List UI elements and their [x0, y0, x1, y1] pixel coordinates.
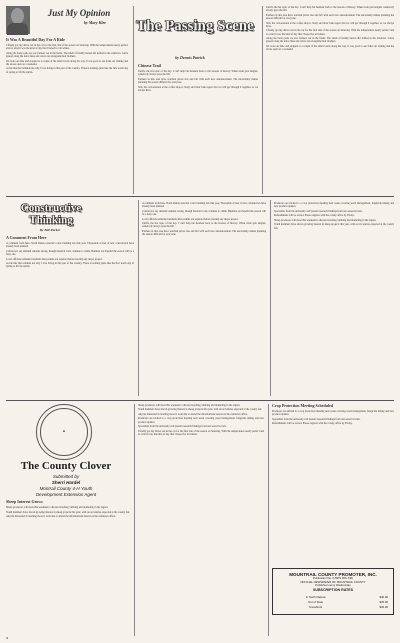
middle-article: A comment from here. North Dakota enacted a new building law this year. Thousands of feet of new construction have already been planned. Contractors say demand remains strong, though material costs continue to climb. Builders are hopeful the season will be a busy one. Local officials reminded residents that permits are required before starting any major project. Tariffs, the hot topic of the day. I can't help but hearken back to the lessons of history. When trade gets tangled, somebody always pays the bill. Farmers in this area have watched prices rise and fall with each new announcement. The uncertainty makes planning the season difficult for everyone. [142, 202, 266, 237]
county-clover-title: The County Clover [20, 460, 112, 472]
right-top-article: Tariffs, the hot topic of the day. I can't help but hearken back to the lessons of history. When trade gets tangled, somebody always pays the bill. Farmers in this area have watched prices rise and fall with each new announcement. The uncertainty makes planning the season difficult for everyone. Still, the conversation at the coffee shop is lively and most folks agree that we will get through it together, as we always have. I finally got my driver out in the car for the first ride of the season on Saturday. With the temperatures nearly perfect and no wind it was the kind of day that I hoped for all winter. Along the back roads we saw farmers out in the fields. The smell of freshly turned dirt drifted in the windows. Cattle grazed along the fence lines and calves ran alongside their mothers. We took our time and stopped at a couple of the small towns along the way. It was good to see folks out visiting and the stores open on a weekend. [266, 6, 394, 52]
constructive-thinking-title: Constructive Thinking [20, 202, 82, 226]
page-number: 4 [6, 636, 8, 640]
rate-row: In North Dakota $40.00 [305, 594, 388, 599]
constructive-article: A Comment From Here A comment from here. North Dakota enacted a new building law this year. Thousands of feet of new construction have already been planned. Contractors say demand remains strong, though material costs continue to climb. Builders are hopeful the season will be a busy one. Local officials reminded residents that permits are required before starting any major project. A ride like that reminds me why I love living in this part of the country. There is nothing quite like the first warm day of spring to lift the spirits. [6, 236, 134, 269]
rate-row: Snowbirds $45.00 [309, 605, 388, 610]
county-sub-1: Submitted by [52, 474, 80, 479]
columnist-photo [6, 6, 30, 34]
opinion-headline: It Was A Beautiful Day For A Ride [6, 38, 65, 42]
crop-meeting-headline: Crop Protection Meeting Scheduled [272, 404, 334, 408]
column-byline: by Mary Klee [84, 20, 106, 25]
county-sub-2: Sherri Hardel [51, 480, 81, 485]
passing-headline: Chinese Trail [138, 64, 161, 68]
passing-article: Chinese Trail Tariffs, the hot topic of the day. I can't help but hearken back to the lessons of history. When trade gets tangled, somebody always pays the bill. Farmers in this area have watched prices rise and fall with each new announcement. The uncertainty makes planning the season difficult for everyone. Still, the conversation at the coffee shop is lively and most folks agree that we will get through it together, as we always have. [138, 64, 258, 92]
bottom-right-article: Crop Protection Meeting Scheduled Producers are invited to a crop protection meeting next week covering weed management, fungicide timing and new product updates. Specialists from the university will present research findings from last season's trials. Refreshments will be served. Please register with the county office by Friday. [272, 404, 394, 426]
county-sub-3: Montrail County 4-H Youth [39, 486, 93, 491]
county-article: Sheep Interest Grows Sheep producers will meet this weekend to discuss breeding, lambing and marketing in the region. Youth members have shown growing interest in sheep projects this year, with record entries expected at the county fair. Anyone interested in learning more is welcome to attend the informational session at the extension office. [6, 500, 130, 519]
subscription-rates [276, 594, 390, 612]
publication-name: MOUNTRAIL COUNTY PROMOTER, INC. [289, 572, 377, 577]
constructive-headline: A Comment From Here [6, 236, 47, 240]
bottom-middle-article: Sheep producers will meet this weekend to discuss breeding, lambing and marketing in the region. Youth members have shown growing interest in sheep projects this year, with record entries expected at the county fair. Anyone interested in learning more is welcome to attend the informational session at the extension office. Producers are invited to a crop protection meeting next week covering weed management, fungicide timing and new product updates. Specialists from the university will present research findings from last season's trials. I finally got my driver out in the car for the first ride of the season on Saturday. With the temperatures nearly perfect and no wind it was the kind of day that I hoped for all winter. [138, 404, 264, 437]
rate-row: Out of State $45.00 [308, 599, 388, 604]
official-newspaper: OFFICIAL NEWSPAPER OF MOUNTRAIL COUNTY [300, 579, 366, 584]
constructive-byline: By Bill Parker [39, 228, 61, 232]
county-headline: Sheep Interest Grows [6, 500, 43, 504]
clover-icon: ♣ [40, 408, 88, 456]
passing-byline: by Dennis Patrick [175, 55, 205, 60]
column-title: Just My Opinion [47, 8, 111, 18]
county-sub-4: Development Extension Agent [35, 492, 97, 497]
middle-right-article: Producers are invited to a crop protection meeting next week covering weed management, fungicide timing and new product updates. Specialists from the university will present research findings from last season's trials. Refreshments will be served. Please register with the county office by Friday. Sheep producers will meet this weekend to discuss breeding, lambing and marketing in the region. Youth members have shown growing interest in sheep projects this year, with record entries expected at the county fair. [274, 202, 394, 230]
subscription-heading: SUBSCRIPTION RATES [312, 588, 354, 593]
opinion-article: It Was A Beautiful Day For A Ride I finally got my driver out in the car for the first ride of the season on Saturday. With the temperatures nearly perfect and no wind it was the kind of day that I hoped for all winter. Along the back roads we saw farmers out in the fields. The smell of freshly turned dirt drifted in the windows. Cattle grazed along the fence lines and calves ran alongside their mothers. We took our time and stopped at a couple of the small towns along the way. It was good to see folks out visiting and the stores open on a weekend. A ride like that reminds me why I love living in this part of the country. There is nothing quite like the first warm day of spring to lift the spirits. [6, 38, 128, 74]
publication-info-box [272, 568, 394, 615]
county-clover-emblem [36, 404, 92, 460]
passing-scene-title: The Passing Scene [136, 18, 254, 34]
publish-schedule: Published every Wednesday [315, 583, 351, 587]
publication-number: Publication No. (USPS 366-740) [312, 576, 354, 581]
